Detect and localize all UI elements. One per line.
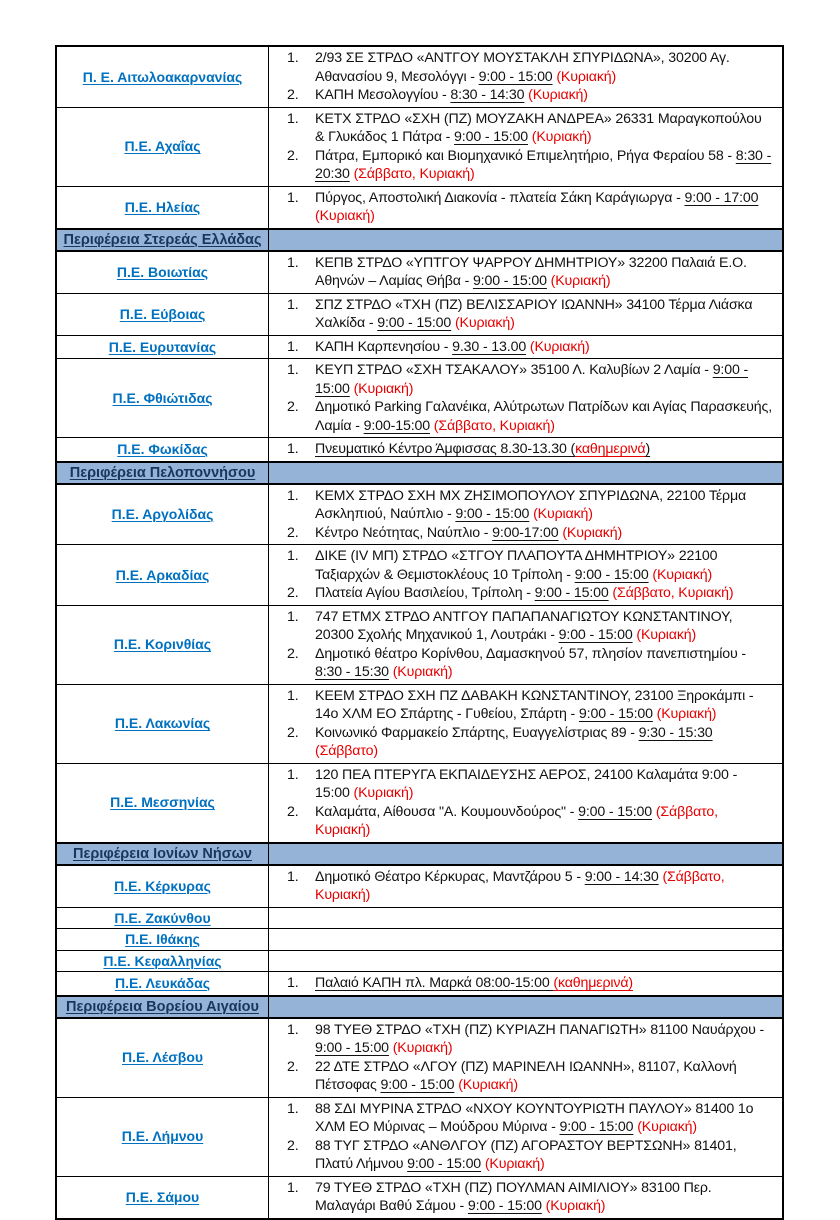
location-list-item	[287, 1100, 774, 1137]
item-number: 1.	[287, 296, 299, 313]
item-text	[315, 147, 774, 184]
location-text: ΚΕΠΒ ΣΤΡΔΟ «ΥΠΤΓΟΥ ΨΑΡΡΟΥ ΔΗΜΗΤΡΙΟΥ» 32200 Παλαιά Ε.Ο. Αθηνών – Λαμίας Θήβα -	[315, 254, 747, 289]
location-text: ΔΙΚΕ (IV ΜΠ) ΣΤΡΔΟ «ΣΤΓΟΥ ΠΛΑΠΟΥΤΑ ΔΗΜΗΤΡΙΟΥ» 22100 Ταξιαρχών & Θεμιστοκλέους 10 Τρίπολη -	[315, 548, 718, 583]
table-row	[57, 684, 782, 763]
regional-unit-name: Π.Ε. Κορινθίας	[113, 636, 212, 653]
day-note: (Κυριακή)	[392, 1040, 453, 1056]
location-text: Δημοτικό θέατρο Κορίνθου, Δαμασκηνού 57, πλησίον πανεπιστημίου -	[315, 645, 746, 662]
item-number: 2.	[287, 524, 299, 541]
day-note: (Κυριακή)	[528, 87, 588, 103]
hours-text: 9:00 - 15:00	[315, 362, 749, 397]
region-header-cell	[57, 230, 269, 250]
item-text	[315, 584, 774, 603]
table-row	[57, 1176, 782, 1218]
table-row	[57, 763, 782, 842]
region-header-label: Περιφέρεια Στερεάς Ελλάδας	[63, 231, 262, 248]
item-text	[315, 1058, 774, 1095]
regional-unit-name: Π.Ε. Ιθάκης	[125, 931, 200, 947]
region-header-spacer-cell	[269, 230, 782, 250]
day-note: (Σάββατο, Κυριακή)	[315, 868, 725, 903]
location-list-item	[287, 724, 774, 761]
location-list-item	[287, 1021, 774, 1058]
regional-unit-name: Π.Ε. Κέρκυρας	[114, 877, 211, 894]
location-list-item	[287, 766, 774, 803]
hours-text: 8:30 - 14:30	[450, 87, 525, 103]
item-number: 1.	[287, 189, 299, 206]
item-number: 1.	[287, 362, 299, 378]
table-row	[57, 928, 782, 950]
regional-unit-cell	[57, 47, 269, 107]
regional-unit-name: Π.Ε. Φθιώτιδας	[112, 389, 213, 406]
item-number: 2.	[287, 585, 299, 601]
regional-unit-name: Π.Ε. Αρκαδίας	[115, 566, 210, 583]
location-list-item	[287, 1137, 774, 1174]
regional-unit-name: Π.Ε. Αχαΐας	[124, 138, 201, 155]
day-note: (Κυριακή)	[562, 524, 623, 541]
table-row	[57, 1019, 782, 1097]
hours-text: 9:00 - 15:00	[467, 1198, 542, 1214]
item-number: 2.	[287, 399, 299, 415]
region-header-label: Περιφέρεια Ιονίων Νήσων	[73, 845, 252, 862]
location-list-item	[287, 440, 774, 459]
item-number: 1.	[287, 687, 299, 704]
region-header-row	[57, 228, 782, 252]
location-list-item	[287, 338, 774, 357]
locations-cell	[269, 929, 782, 950]
location-text: 98 ΤΥΕΘ ΣΤΡΔΟ «ΤΧΗ (ΠΖ) ΚΥΡΙΑΖΗ ΠΑΝΑΓΙΩΤΗ» 81100 Ναυάρχου -	[315, 1021, 765, 1038]
location-list-item	[287, 49, 774, 86]
item-number: 2.	[287, 87, 299, 103]
location-list-item	[287, 524, 774, 543]
hours-text: 9:00 - 14:30	[584, 868, 659, 885]
locations-cell	[269, 252, 782, 293]
item-text	[315, 487, 774, 524]
vaccination-sites-schedule-table	[55, 45, 784, 1220]
table-row	[57, 293, 782, 335]
item-number: 2.	[287, 645, 299, 662]
item-text	[315, 189, 774, 226]
item-text	[315, 86, 774, 105]
table-row	[57, 186, 782, 228]
item-number: 1.	[287, 975, 299, 991]
item-number: 1.	[287, 50, 299, 66]
hours-text: Παλαιό ΚΑΠΗ πλ. Μαρκά 08:00-15:00	[315, 975, 554, 991]
location-list-item	[287, 86, 774, 105]
item-text	[315, 254, 774, 291]
table-row	[57, 971, 782, 995]
item-number: 1.	[287, 338, 299, 355]
item-number: 1.	[287, 766, 299, 783]
location-list-item	[287, 398, 774, 435]
region-header-cell	[57, 997, 269, 1017]
item-text	[315, 110, 774, 147]
day-note: (Κυριακή)	[656, 706, 717, 722]
regional-unit-cell	[57, 764, 269, 842]
location-text: Δημοτικό Parking Γαλανέικα, Αλύτρωτων Πατρίδων και Αγίας Παρασκευής, Λαμία -	[315, 399, 772, 434]
regional-unit-cell	[57, 294, 269, 335]
region-header-row	[57, 995, 782, 1019]
regional-unit-cell	[57, 951, 269, 972]
hours-text: 9:00-17:00	[492, 524, 559, 541]
item-text	[315, 398, 774, 435]
regional-unit-cell	[57, 336, 269, 359]
location-text: 747 ΕΤΜΧ ΣΤΡΔΟ ΑΝΤΓΟΥ ΠΑΠΑΠΑΝΑΓΙΩΤΟΥ ΚΩΝΣΤΑΝΤΙΝΟΥ, 20300 Σχολής Μηχανικού 1, Λουτράκι -	[315, 608, 733, 643]
location-list-item	[287, 487, 774, 524]
day-note: (Κυριακή)	[353, 380, 414, 397]
locations-cell	[269, 485, 782, 545]
location-text: ΚΑΠΗ Μεσολογγίου -	[315, 87, 451, 103]
regional-unit-name: Π.Ε. Ευρυτανίας	[108, 338, 217, 355]
location-text: 120 ΠΕΑ ΠΤΕΡΥΓΑ ΕΚΠΑΙΔΕΥΣΗΣ ΑΕΡΟΣ, 24100 Καλαμάτα 9:00 - 15:00	[315, 766, 738, 801]
location-list-item	[287, 547, 774, 584]
table-row	[57, 358, 782, 437]
location-text: ΚΕΕΜ ΣΤΡΔΟ ΣΧΗ ΠΖ ΔΑΒΑΚΗ ΚΩΝΣΤΑΝΤΙΝΟΥ, 23100 Ξηροκάμπι - 14ο ΧΛΜ ΕΟ Σπάρτης - Γυθείου, Σπάρτη -	[315, 687, 754, 722]
day-note: (Κυριακή)	[484, 1156, 545, 1172]
region-header-cell	[57, 463, 269, 483]
regional-unit-cell	[57, 187, 269, 228]
item-number: 1.	[287, 1021, 299, 1038]
location-list-item	[287, 189, 774, 226]
location-text: 88 ΣΔΙ ΜΥΡΙΝΑ ΣΤΡΔΟ «ΝΧΟΥ ΚΟΥΝΤΟΥΡΙΩΤΗ ΠΑΥΛΟΥ» 81400 1ο ΧΛΜ ΕΟ Μύρινας – Μούδρου Μύρινα -	[315, 1100, 754, 1135]
location-text: 88 ΤΥΓ ΣΤΡΔΟ «ΑΝΘΛΓΟΥ (ΠΖ) ΑΓΟΡΑΣΤΟΥ ΒΕΡΤΣΩΝΗ» 81401, Πλατύ Λήμνου	[315, 1137, 737, 1172]
regional-unit-name: Π.Ε. Λέσβου	[121, 1049, 204, 1066]
location-text: 79 ΤΥΕΘ ΣΤΡΔΟ «ΤΧΗ (ΠΖ) ΠΟΥΛΜΑΝ ΑΙΜΙΛΙΟΥ» 83100 Περ. Μαλαγάρι Βαθύ Σάμου -	[315, 1179, 712, 1214]
location-text: ΚΕΥΠ ΣΤΡΔΟ «ΣΧΗ ΤΣΑΚΑΛΟΥ» 35100 Λ. Καλυβίων 2 Λαμία -	[315, 362, 713, 378]
item-text	[315, 645, 774, 682]
item-number: 2.	[287, 1137, 299, 1154]
day-note: (Κυριακή)	[531, 129, 592, 145]
item-number: 1.	[287, 608, 299, 625]
item-number: 2.	[287, 147, 299, 164]
item-text	[315, 524, 774, 543]
regional-unit-cell	[57, 438, 269, 461]
regional-unit-cell	[57, 545, 269, 605]
regional-unit-name: Π.Ε. Σάμου	[125, 1188, 200, 1205]
hours-text: 8:30 - 20:30	[315, 147, 772, 182]
hours-text: Πνευματικό Κέντρο Άμφισσας 8.30-13.30 (	[315, 441, 576, 457]
hours-text: 9:00 - 15:00	[455, 506, 530, 522]
regional-unit-name: Π.Ε. Μεσσηνίας	[110, 794, 215, 811]
regional-unit-name: Π.Ε. Ηλείας	[124, 198, 201, 215]
day-note: (Κυριακή)	[315, 208, 375, 224]
locations-cell	[269, 764, 782, 842]
locations-cell	[269, 359, 782, 437]
locations-cell	[269, 972, 782, 995]
day-note: (Κυριακή)	[637, 1119, 697, 1135]
location-text: Κέντρο Νεότητας, Ναύπλιο -	[315, 524, 493, 541]
location-list-item	[287, 296, 774, 333]
locations-cell	[269, 1177, 782, 1218]
item-text	[315, 547, 774, 584]
regional-unit-cell	[57, 252, 269, 293]
hours-text: 9:00 - 15:00	[574, 566, 649, 583]
locations-cell	[269, 108, 782, 186]
locations-cell	[269, 187, 782, 228]
day-note: (Κυριακή)	[652, 566, 713, 583]
location-list-item	[287, 361, 774, 398]
item-text	[315, 974, 774, 993]
day-note: (Κυριακή)	[556, 68, 617, 85]
day-note: (Κυριακή)	[529, 338, 590, 355]
regional-unit-cell	[57, 1098, 269, 1176]
location-text: Πάτρα, Εμπορικό και Βιομηχανικό Επιμελητήριο, Ρήγα Φεραίου 58 -	[315, 147, 736, 164]
day-note: (Κυριακή)	[636, 627, 697, 643]
location-text: ΣΠΖ ΣΤΡΔΟ «ΤΧΗ (ΠΖ) ΒΕΛΙΣΣΑΡΙΟΥ ΙΩΑΝΝΗ» 34100 Τέρμα Λιάσκα Χαλκίδα -	[315, 296, 753, 331]
day-note: (Κυριακή)	[545, 1198, 606, 1214]
locations-cell	[269, 908, 782, 929]
table-row	[57, 1097, 782, 1176]
day-note: (Κυριακή)	[533, 506, 593, 522]
hours-text: )	[645, 441, 651, 457]
location-text: Πύργος, Αποστολική Διακονία - πλατεία Σάκη Καράγιωργα -	[315, 189, 685, 206]
region-header-spacer-cell	[269, 997, 782, 1017]
item-text	[315, 724, 774, 761]
hours-text: 9:00 - 15:00	[407, 1156, 482, 1172]
locations-cell	[269, 1098, 782, 1176]
location-text: 22 ΔΤΕ ΣΤΡΔΟ «ΛΓΟΥ (ΠΖ) ΜΑΡΙΝΕΛΗ ΙΩΑΝΝΗ», 81107, Καλλονή Πέτσοφας	[315, 1058, 737, 1093]
location-list-item	[287, 803, 774, 840]
day-note: (Κυριακή)	[353, 785, 414, 801]
regional-unit-name: Π.Ε. Φωκίδας	[117, 441, 208, 457]
hours-text: 9:00 - 17:00	[684, 189, 759, 206]
hours-text: 8:30 - 15:30	[315, 664, 389, 680]
day-note: (Κυριακή)	[392, 664, 453, 680]
item-text	[315, 608, 774, 645]
day-note-underlined: (καθημερινά)	[553, 975, 633, 991]
hours-text: 9:00 - 15:00	[315, 1040, 389, 1056]
day-note: (Κυριακή)	[458, 1077, 518, 1093]
day-note: (Σάββατο, Κυριακή)	[353, 166, 475, 182]
item-number: 1.	[287, 868, 299, 885]
table-row	[57, 335, 782, 359]
day-note: (Σάββατο, Κυριακή)	[433, 417, 555, 434]
locations-cell	[269, 685, 782, 763]
regional-unit-name: Π.Ε. Εύβοιας	[119, 305, 206, 322]
item-text	[315, 49, 774, 86]
day-note-underlined: καθημερινά	[575, 441, 646, 457]
regional-unit-cell	[57, 929, 269, 950]
item-text	[315, 1137, 774, 1174]
item-number: 2.	[287, 1058, 299, 1075]
item-text	[315, 338, 774, 357]
regional-unit-cell	[57, 108, 269, 186]
location-list-item	[287, 687, 774, 724]
location-text: Πλατεία Αγίου Βασιλείου, Τρίπολη -	[315, 585, 535, 601]
hours-text: 9.30 - 13.00	[452, 338, 527, 355]
table-row	[57, 866, 782, 907]
regional-unit-cell	[57, 1177, 269, 1218]
locations-cell	[269, 438, 782, 461]
item-text	[315, 803, 774, 840]
item-number: 1.	[287, 110, 299, 127]
item-text	[315, 766, 774, 803]
regional-unit-name: Π.Ε. Λακωνίας	[114, 715, 211, 732]
table-row	[57, 907, 782, 929]
location-list-item	[287, 1058, 774, 1095]
item-number: 1.	[287, 1179, 299, 1196]
item-number: 1.	[287, 1100, 299, 1117]
region-header-row	[57, 842, 782, 866]
day-note: (Σάββατο, Κυριακή)	[315, 803, 718, 838]
day-note: (Κυριακή)	[550, 273, 611, 289]
item-text	[315, 440, 774, 459]
regional-unit-cell	[57, 685, 269, 763]
location-text: ΚΑΠΗ Καρπενησίου -	[315, 338, 453, 355]
table-row	[57, 107, 782, 186]
locations-cell	[269, 294, 782, 335]
item-number: 1.	[287, 487, 299, 504]
table-row	[57, 950, 782, 972]
table-row	[57, 544, 782, 605]
hours-text: 9:00 - 15:00	[578, 706, 653, 722]
item-text	[315, 687, 774, 724]
hours-text: 9:00 - 15:00	[534, 585, 609, 601]
item-text	[315, 1021, 774, 1058]
region-header-label: Περιφέρεια Βορείου Αιγαίου	[66, 998, 259, 1015]
locations-cell	[269, 545, 782, 605]
regional-unit-cell	[57, 1019, 269, 1097]
location-list-item	[287, 645, 774, 682]
region-header-row	[57, 461, 782, 485]
item-number: 2.	[287, 724, 299, 741]
regional-unit-name: Π.Ε. Κεφαλληνίας	[103, 952, 222, 969]
location-list-item	[287, 608, 774, 645]
hours-text: 9:00 - 15:00	[558, 627, 633, 643]
region-header-spacer-cell	[269, 844, 782, 864]
table-row	[57, 47, 782, 107]
location-list-item	[287, 110, 774, 147]
item-text	[315, 296, 774, 333]
location-list-item	[287, 147, 774, 184]
location-text: Κοινωνικό Φαρμακείο Σπάρτης, Ευαγγελίστριας 89 -	[315, 724, 639, 741]
regional-unit-cell	[57, 866, 269, 907]
regional-unit-name: Π.Ε. Αργολίδας	[111, 506, 214, 522]
item-number: 1.	[287, 254, 299, 271]
regional-unit-name: Π.Ε. Λήμνου	[121, 1128, 204, 1145]
regional-unit-cell	[57, 359, 269, 437]
location-text: ΚΕΤΧ ΣΤΡΔΟ «ΣΧΗ (ΠΖ) ΜΟΥΖΑΚΗ ΑΝΔΡΕΑ» 26331 Μαραγκοπούλου & Γλυκάδος 1 Πάτρα -	[315, 110, 762, 145]
locations-cell	[269, 1019, 782, 1097]
hours-text: 9:30 - 15:30	[638, 724, 713, 741]
day-note: (Κυριακή)	[454, 315, 515, 331]
table-row	[57, 485, 782, 545]
hours-text: 9:00 - 15:00	[377, 315, 452, 331]
table-row	[57, 605, 782, 684]
locations-cell	[269, 336, 782, 359]
regional-unit-cell	[57, 908, 269, 929]
table-row	[57, 437, 782, 461]
region-header-label: Περιφέρεια Πελοποννήσου	[69, 464, 256, 481]
hours-text: 9:00 - 15:00	[454, 129, 528, 145]
item-text	[315, 1100, 774, 1137]
locations-cell	[269, 47, 782, 107]
hours-text: 9:00 - 15:00	[478, 68, 553, 85]
location-list-item	[287, 974, 774, 993]
item-number: 1.	[287, 548, 299, 564]
locations-cell	[269, 606, 782, 684]
location-text: 2/93 ΣΕ ΣΤΡΔΟ «ΑΝΤΓΟΥ ΜΟΥΣΤΑΚΛΗ ΣΠΥΡΙΔΩΝΑ», 30200 Αγ. Αθανασίου 9, Μεσολόγγι -	[315, 50, 730, 85]
hours-text: 9:00 - 15:00	[559, 1119, 634, 1135]
location-list-item	[287, 254, 774, 291]
hours-text: 9:00 - 15:00	[472, 273, 547, 289]
regional-unit-name: Π.Ε. Ζακύνθου	[114, 909, 211, 926]
location-list-item	[287, 584, 774, 603]
item-number: 2.	[287, 803, 299, 820]
locations-cell	[269, 951, 782, 972]
location-text: Δημοτικό Θέατρο Κέρκυρας, Μαντζάρου 5 -	[315, 868, 585, 885]
day-note: (Σάββατο, Κυριακή)	[612, 585, 734, 601]
region-header-spacer-cell	[269, 463, 782, 483]
item-text	[315, 868, 774, 905]
regional-unit-name: Π.Ε. Βοιωτίας	[116, 263, 209, 280]
day-note: (Σάββατο)	[315, 743, 378, 759]
item-number: 1.	[287, 441, 299, 457]
hours-text: 9:00-15:00	[363, 417, 430, 434]
location-text: ΚΕΜΧ ΣΤΡΔΟ ΣΧΗ ΜΧ ΖΗΣΙΜΟΠΟΥΛΟΥ ΣΠΥΡΙΔΩΝΑ, 22100 Τέρμα Ασκληπιού, Ναύπλιο -	[315, 487, 747, 522]
location-list-item	[287, 868, 774, 905]
regional-unit-cell	[57, 485, 269, 545]
table-row	[57, 252, 782, 293]
locations-cell	[269, 866, 782, 907]
regional-unit-cell	[57, 606, 269, 684]
region-header-cell	[57, 844, 269, 864]
regional-unit-name: Π. Ε. Αιτωλοακαρνανίας	[82, 68, 243, 85]
hours-text: 9:00 - 15:00	[380, 1077, 455, 1093]
hours-text: 9:00 - 15:00	[578, 803, 653, 820]
regional-unit-name: Π.Ε. Λευκάδας	[114, 975, 211, 991]
regional-unit-cell	[57, 972, 269, 995]
item-text	[315, 1179, 774, 1216]
location-text: Καλαμάτα, Αίθουσα "Α. Κουμουνδούρος" -	[315, 803, 579, 820]
location-list-item	[287, 1179, 774, 1216]
item-text	[315, 361, 774, 398]
